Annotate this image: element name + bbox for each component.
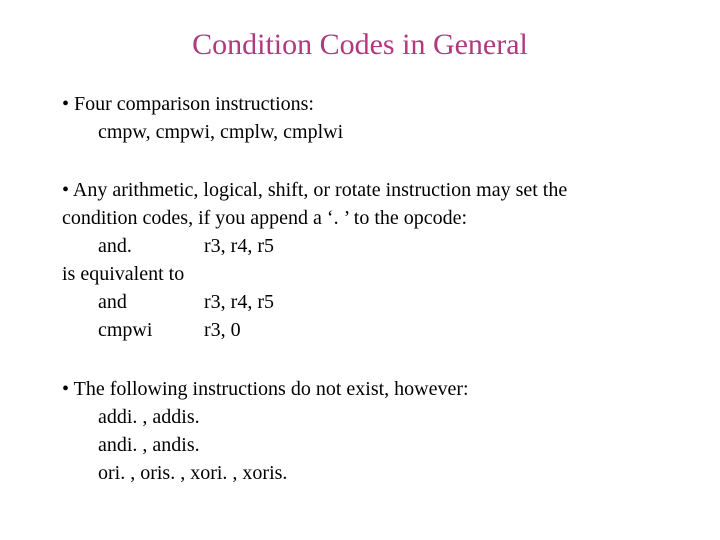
- nonexistent-instructions-line: ori. , oris. , xori. , xoris.: [98, 462, 288, 484]
- bullet-condition-codes-line2: condition codes, if you append a ‘. ’ to the opcode:: [62, 207, 468, 229]
- nonexistent-instructions-line: andi. , andis.: [98, 434, 200, 456]
- code-opcode: and.: [98, 235, 132, 257]
- bullet-condition-codes-line1: • Any arithmetic, logical, shift, or rotate instruction may set the: [62, 179, 568, 201]
- comparison-instruction-list: cmpw, cmpwi, cmplw, cmplwi: [98, 121, 344, 143]
- code-operands: r3, r4, r5: [204, 291, 274, 313]
- equivalence-text: is equivalent to: [62, 263, 185, 285]
- bullet-nonexistent-instructions: • The following instructions do not exist, however:: [62, 378, 469, 400]
- nonexistent-instructions-line: addi. , addis.: [98, 406, 200, 428]
- slide-title: Condition Codes in General: [192, 28, 528, 61]
- code-opcode: cmpwi: [98, 319, 153, 341]
- code-operands: r3, r4, r5: [204, 235, 274, 257]
- code-opcode: and: [98, 291, 127, 313]
- code-operands: r3, 0: [204, 319, 241, 341]
- bullet-comparison-instructions: • Four comparison instructions:: [62, 93, 314, 115]
